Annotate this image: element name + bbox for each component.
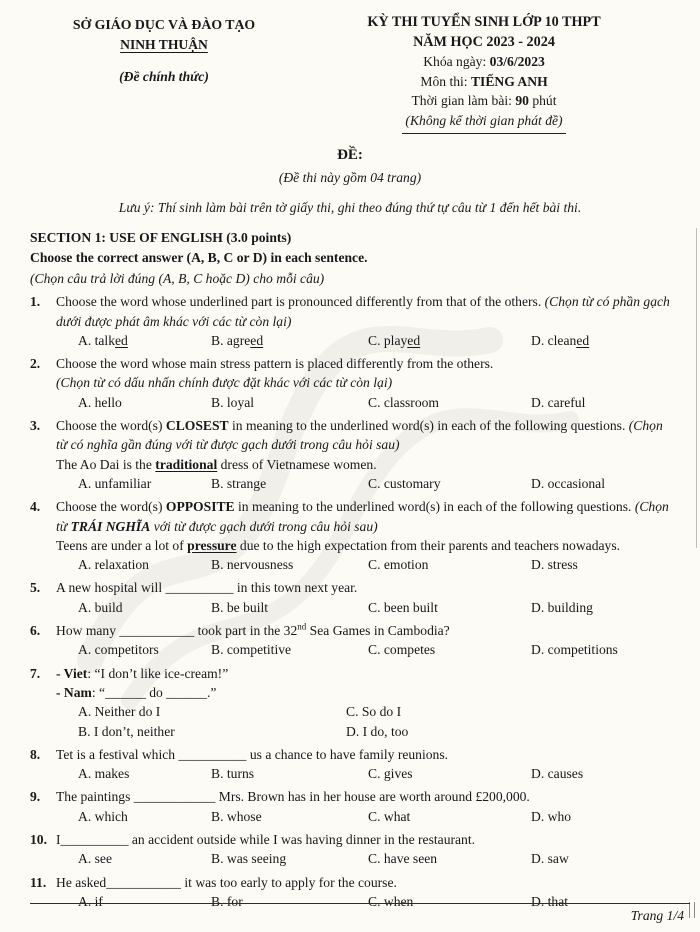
option-label: B.	[211, 332, 224, 348]
option-b	[211, 598, 368, 617]
question-text-en: in meaning to the underlined word(s) in each of the following questions.	[228, 418, 629, 434]
question-text: Choose the word whose main stress pattern is placed differently from the others.	[56, 356, 494, 372]
option-text: gives	[383, 766, 413, 782]
option-text: unfamiliar	[94, 475, 152, 491]
duration-suffix: phút	[528, 92, 557, 108]
option-text: that	[547, 893, 569, 909]
question-text	[56, 292, 670, 331]
option-b	[211, 640, 368, 659]
option-text: I don’t, neither	[93, 723, 175, 739]
option-d	[531, 807, 670, 826]
question-number: 3.	[30, 418, 41, 434]
option-b	[211, 849, 368, 868]
option-underlined-part: ed	[576, 332, 590, 348]
dialogue-text: : “I don’t like ice-cream!”	[87, 665, 229, 681]
options-row	[78, 331, 670, 350]
dialogue-line-1	[56, 664, 670, 683]
question-text	[56, 416, 670, 455]
option-a	[78, 702, 346, 721]
exam-date-label: Khóa ngày:	[423, 54, 490, 70]
question-8	[30, 745, 670, 784]
option-label: B.	[211, 642, 224, 658]
option-label: C.	[368, 766, 381, 782]
option-text: causes	[547, 766, 584, 782]
section1-heading: SECTION 1: USE OF ENGLISH (3.0 points)	[30, 230, 292, 246]
page-footer	[30, 903, 690, 925]
option-label: B.	[211, 893, 224, 909]
option-a	[78, 474, 211, 493]
option-label: A.	[78, 557, 92, 573]
option-c	[368, 555, 531, 574]
option-a	[78, 331, 211, 350]
question-text: I__________ an accident outside while I was having dinner in the restaurant.	[56, 832, 476, 847]
option-label: D.	[531, 766, 545, 782]
option-text: when	[383, 893, 414, 909]
option-text: So do I	[361, 704, 402, 720]
option-label: D.	[531, 893, 545, 909]
option-d	[531, 331, 670, 350]
speaker-name: - Viet	[56, 665, 88, 681]
option-text: careful	[547, 394, 586, 410]
page-number: Trang 1/4	[630, 907, 684, 923]
question-7	[30, 664, 670, 741]
option-text: strange	[226, 475, 267, 491]
option-text: competitions	[547, 642, 618, 658]
option-a	[78, 764, 211, 783]
option-label: A.	[78, 332, 92, 348]
option-label: B.	[211, 557, 224, 573]
dialogue-line-2	[56, 683, 670, 702]
question-keyword: CLOSEST	[165, 418, 229, 434]
option-label: B.	[211, 766, 224, 782]
option-label: D.	[346, 723, 360, 739]
question-text: He asked___________ it was too early to apply for the course.	[56, 874, 397, 890]
exam-title: KỲ THI TUYỂN SINH LỚP 10 THPT	[367, 14, 601, 30]
option-text: hello	[94, 394, 122, 410]
options-row	[78, 598, 670, 617]
option-text: play	[383, 332, 408, 348]
option-text: which	[94, 808, 128, 824]
option-c	[368, 807, 531, 826]
question-number: 9.	[30, 789, 41, 805]
option-label: A.	[78, 475, 92, 491]
option-b	[211, 393, 368, 412]
exam-date-line	[298, 52, 670, 71]
question-5	[30, 578, 670, 617]
option-label: C.	[368, 808, 381, 824]
option-d	[531, 474, 670, 493]
option-text: turns	[226, 766, 255, 782]
options-grid	[78, 702, 670, 741]
option-b	[211, 807, 368, 826]
option-label: D.	[531, 808, 545, 824]
question-10	[30, 830, 670, 869]
duration-line	[298, 91, 670, 110]
options-row	[78, 640, 670, 659]
option-text: been built	[383, 599, 438, 615]
question-number: 10.	[30, 832, 47, 847]
option-d	[531, 598, 670, 617]
options-row	[78, 393, 670, 412]
option-label: B.	[211, 808, 224, 824]
issuer-department: SỞ GIÁO DỤC VÀ ĐÀO TẠO	[72, 17, 256, 32]
option-text: talk	[94, 332, 116, 348]
option-c	[368, 474, 531, 493]
option-c	[368, 331, 531, 350]
question-number: 11.	[30, 874, 47, 890]
option-text: be built	[226, 599, 269, 615]
option-text: for	[226, 893, 243, 909]
school-year: NĂM HỌC 2023 - 2024	[413, 34, 555, 51]
option-c	[368, 393, 531, 412]
option-label: B.	[211, 394, 224, 410]
underlined-word: traditional	[155, 456, 218, 472]
option-label: D.	[531, 642, 545, 658]
question-text-vi: (Chọn từ có nghĩa gần đúng với từ được gạch dưới trong câu hỏi sau)	[56, 418, 663, 453]
option-a	[78, 598, 211, 617]
option-label: D.	[531, 599, 545, 615]
candidate-notice: Lưu ý: Thí sinh làm bài trên tờ giấy thi, ghi theo đúng thứ tự câu từ 1 đến hết bài thi.	[118, 200, 582, 216]
option-d	[531, 849, 670, 868]
option-text: nervousness	[226, 557, 294, 573]
option-b	[211, 474, 368, 493]
exam-date-value: 03/6/2023	[489, 54, 545, 70]
exam-header	[30, 12, 670, 134]
option-text: building	[547, 599, 593, 615]
option-a	[78, 849, 211, 868]
option-text: agre	[226, 332, 251, 348]
question-number: 7.	[30, 665, 41, 681]
option-label: A.	[78, 394, 92, 410]
question-1	[30, 292, 670, 350]
question-3	[30, 416, 670, 493]
option-c	[368, 598, 531, 617]
option-c	[368, 764, 531, 783]
option-text: competitors	[94, 642, 159, 658]
option-text: whose	[226, 808, 262, 824]
question-text-vi: với từ được gạch dưới trong câu hỏi sau)	[150, 518, 378, 534]
option-label: C.	[368, 475, 381, 491]
question-text-en: Choose the word whose underlined part is pronounced differently from that of the others.	[56, 294, 545, 310]
question-text-en: in meaning to the underlined word(s) in each of the following questions.	[234, 499, 635, 515]
exam-info-block	[298, 12, 670, 134]
issuer-block	[30, 12, 298, 86]
question-6	[30, 621, 670, 660]
options-row	[78, 764, 670, 783]
option-text: see	[94, 851, 112, 867]
option-label: A.	[78, 766, 92, 782]
scan-tick-artifact	[694, 902, 696, 918]
option-text: what	[383, 808, 411, 824]
option-a	[78, 640, 211, 659]
option-label: C.	[368, 893, 381, 909]
subject-value: TIẾNG ANH	[470, 73, 548, 89]
option-underlined-part: ed	[407, 332, 421, 348]
option-c	[346, 702, 670, 721]
question-text: Tet is a festival which __________ us a chance to have family reunions.	[56, 746, 449, 762]
option-text: if	[94, 893, 103, 909]
option-text: was seeing	[226, 851, 287, 867]
option-text: build	[94, 599, 123, 615]
option-text: relaxation	[94, 557, 149, 573]
question-text	[56, 497, 670, 536]
question-number: 5.	[30, 580, 41, 596]
option-text: competes	[383, 642, 436, 658]
option-a	[78, 807, 211, 826]
question-number: 2.	[30, 356, 41, 372]
question-text: The paintings ____________ Mrs. Brown has in her house are worth around £200,000.	[56, 789, 530, 805]
option-text: saw	[547, 851, 569, 867]
question-sentence: The Ao Dai is the traditional dress of Vietnamese women.	[56, 456, 377, 472]
dialogue-text: : “______ do ______.”	[91, 684, 217, 700]
option-d	[531, 764, 670, 783]
option-text: stress	[547, 557, 578, 573]
question-number: 1.	[30, 294, 41, 310]
options-row	[78, 849, 670, 868]
option-label: D.	[531, 851, 545, 867]
option-label: C.	[368, 557, 381, 573]
exam-version-label: (Đề chính thức)	[119, 68, 209, 84]
question-text-vi: (Chọn từ	[56, 499, 669, 534]
option-label: C.	[368, 394, 381, 410]
option-label: A.	[78, 851, 92, 867]
option-text: I do, too	[362, 723, 409, 739]
option-text: loyal	[226, 394, 255, 410]
option-label: D.	[531, 475, 545, 491]
question-number: 8.	[30, 746, 41, 762]
option-label: D.	[531, 394, 545, 410]
option-label: C.	[368, 642, 381, 658]
option-label: A.	[78, 704, 92, 720]
option-label: C.	[368, 332, 381, 348]
subject-line	[298, 72, 670, 91]
speaker-name: - Nam	[56, 684, 92, 700]
issuer-province: NINH THUẬN	[120, 36, 208, 52]
question-sentence: Teens are under a lot of pressure due to the high expectation from their parents and teachers nowadays.	[56, 537, 621, 553]
option-label: B.	[211, 475, 224, 491]
option-text: customary	[383, 475, 441, 491]
ordinal-superscript: nd	[297, 621, 307, 632]
duration-value: 90	[515, 92, 529, 108]
option-label: C.	[346, 704, 359, 720]
option-label: A.	[78, 642, 92, 658]
question-text-vi: (Chọn từ có phần gạch dưới được phát âm khác với các từ còn lại)	[56, 294, 670, 329]
option-text: competitive	[226, 642, 292, 658]
question-keyword: OPPOSITE	[165, 499, 235, 515]
question-number: 6.	[30, 623, 41, 639]
option-label: A.	[78, 599, 92, 615]
option-b	[211, 331, 368, 350]
option-d	[346, 722, 670, 741]
option-label: B.	[211, 599, 224, 615]
option-b	[211, 764, 368, 783]
option-b	[211, 555, 368, 574]
page-count-note: (Đề thi này gồm 04 trang)	[278, 169, 422, 185]
option-d	[531, 640, 670, 659]
section1-instruction: Choose the correct answer (A, B, C or D) in each sentence.	[30, 249, 368, 265]
option-text: classroom	[383, 394, 439, 410]
option-label: D.	[531, 557, 545, 573]
exam-note: (Không kể thời gian phát đề)	[402, 111, 565, 133]
question-2	[30, 354, 670, 412]
question-keyword-vi: TRÁI NGHĨA	[70, 518, 151, 534]
option-underlined-part: ed	[115, 332, 128, 348]
options-row	[78, 807, 670, 826]
option-label: C.	[368, 599, 381, 615]
question-text: A new hospital will __________ in this town next year.	[56, 580, 358, 596]
question-text: How many ___________ took part in the 32nd Sea Games in Cambodia?	[56, 621, 450, 639]
question-text-en: Choose the word(s)	[56, 499, 166, 515]
subject-label: Môn thi:	[420, 73, 471, 89]
option-label: C.	[368, 851, 381, 867]
option-label: B.	[211, 851, 224, 867]
question-text-en: Choose the word(s)	[56, 418, 166, 434]
option-underlined-part: ed	[250, 332, 264, 348]
options-row	[78, 474, 670, 493]
option-label: A.	[78, 893, 92, 909]
question-text-vi: (Chọn từ có dấu nhấn chính được đặt khác với các từ còn lại)	[56, 375, 393, 391]
option-d	[531, 393, 670, 412]
section1-instruction-vi: (Chọn câu trả lời đúng (A, B, C hoặc D) cho mỗi câu)	[30, 270, 325, 286]
question-4	[30, 497, 670, 574]
option-text: makes	[94, 766, 130, 782]
option-label: D.	[531, 332, 545, 348]
option-text: who	[547, 808, 572, 824]
option-c	[368, 640, 531, 659]
option-text: clean	[547, 332, 577, 348]
duration-label: Thời gian làm bài:	[411, 92, 516, 108]
option-label: A.	[78, 808, 92, 824]
option-a	[78, 393, 211, 412]
option-label: B.	[78, 723, 91, 739]
scan-edge-artifact	[696, 228, 698, 548]
option-a	[78, 555, 211, 574]
question-number: 4.	[30, 499, 41, 515]
option-c	[368, 849, 531, 868]
options-row	[78, 555, 670, 574]
option-text: Neither do I	[94, 704, 161, 720]
option-text: occasional	[547, 475, 605, 491]
question-9	[30, 787, 670, 826]
option-b	[78, 722, 346, 741]
option-d	[531, 555, 670, 574]
option-text: emotion	[383, 557, 429, 573]
exam-label: ĐỀ:	[337, 146, 363, 163]
underlined-word: pressure	[187, 537, 237, 553]
option-text: have seen	[383, 851, 438, 867]
